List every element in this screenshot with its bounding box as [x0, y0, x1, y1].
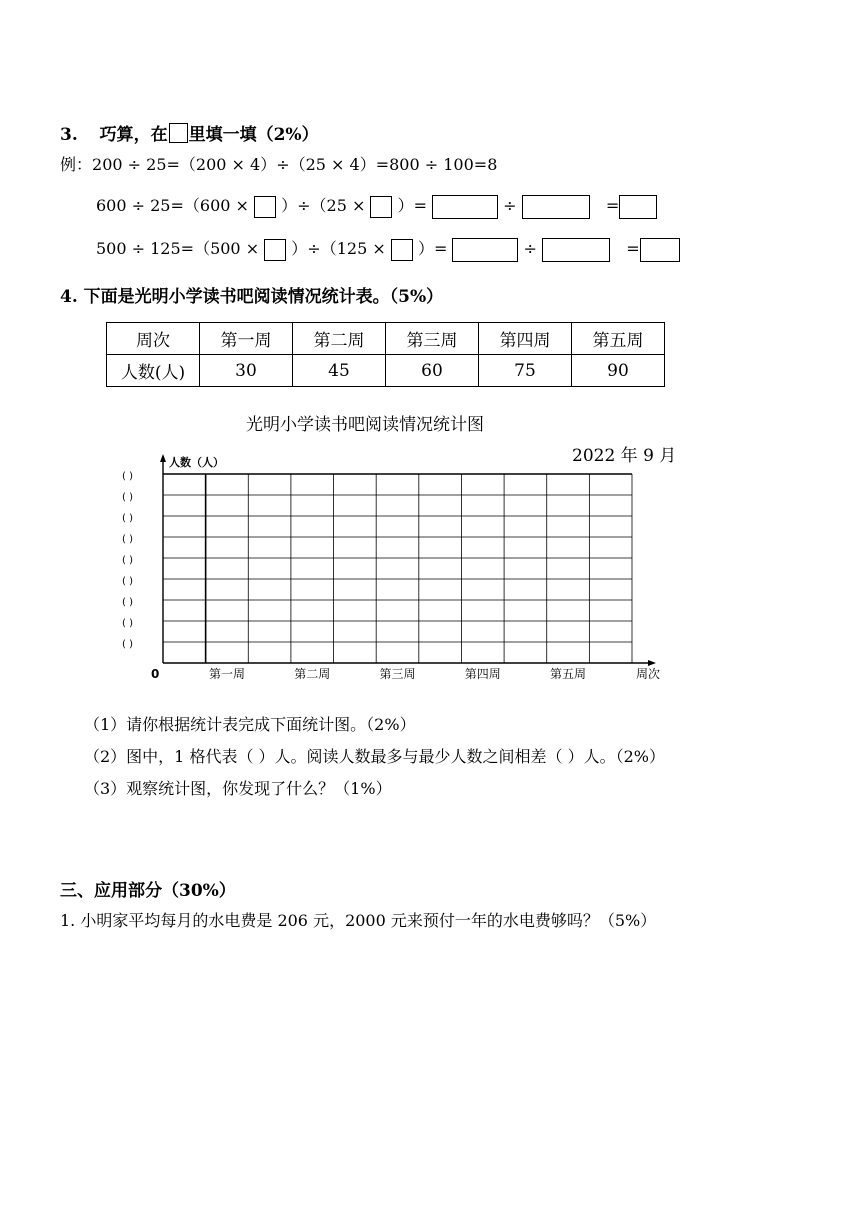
y-tick-label: ( ): [122, 597, 133, 608]
y-tick-label: ( ): [122, 576, 133, 587]
sub-question-2: （2）图中，1 格代表（ ）人。阅读人数最多与最少人数之间相差（ ）人。（2%）: [84, 747, 666, 766]
chart-title: 光明小学读书吧阅读情况统计图: [246, 415, 484, 435]
table-cell: 75: [479, 355, 572, 387]
q3-line2-start: 500 ÷ 125=（500 ×: [96, 239, 260, 258]
x-tick-label: 第三周: [379, 667, 416, 681]
y-tick-label: ( ): [122, 555, 133, 566]
sub-question-1: （1）请你根据统计表完成下面统计图。（2%）: [84, 715, 416, 734]
q3-line2-eq: =: [626, 239, 640, 258]
sub-question-3: （3）观察统计图，你发现了什么？（1%）: [84, 779, 392, 798]
x-tick-label: 第二周: [294, 667, 331, 681]
table-cell: 90: [572, 355, 665, 387]
x-axis-label: 周次: [636, 667, 661, 681]
x-tick-label: 第一周: [208, 667, 245, 681]
y-tick-label: ( ): [122, 639, 133, 650]
q3-line1-mid1: ）÷（25 ×: [281, 196, 366, 215]
q3-line1-eq: =: [605, 196, 620, 215]
table-header-cell: 第二周: [293, 323, 386, 355]
q3-line2-mid2: ）=: [417, 239, 448, 258]
q3-example-expr: 200 ÷ 25=（200 × 4）÷（25 × 4）=800 ÷ 100=8: [92, 155, 498, 174]
table-cell: 30: [200, 355, 293, 387]
x-tick-label: 第四周: [464, 667, 501, 681]
q3-line1-start: 600 ÷ 25=（600 ×: [96, 196, 249, 215]
table-cell: 45: [293, 355, 386, 387]
x-tick-label: 第五周: [550, 667, 587, 681]
table-row-label: 人数(人): [107, 355, 200, 387]
y-tick-label: ( ): [122, 534, 133, 545]
y-tick-label: ( ): [122, 492, 133, 503]
table-cell: 60: [386, 355, 479, 387]
table-header-cell: 第五周: [572, 323, 665, 355]
q3-line2-mid1: ）÷（125 ×: [291, 239, 386, 258]
q3-title-after: 里填一填（2%）: [188, 125, 319, 145]
chart-date: 2022 年 9 月: [572, 446, 677, 466]
q3-line1-mid2: ）=: [397, 196, 427, 215]
section-title: 三、应用部分（30%）: [60, 881, 236, 901]
x-axis-arrow-icon: [648, 660, 656, 666]
q4-title: 4. 下面是光明小学读书吧阅读情况统计表。（5%）: [60, 287, 444, 307]
table-header-cell: 第三周: [386, 323, 479, 355]
q3-number: 3.: [60, 125, 78, 145]
table-header-cell: 周次: [107, 323, 200, 355]
y-tick-label: ( ): [122, 471, 133, 482]
y-axis-label: 人数（人）: [169, 456, 224, 469]
table-header-cell: 第一周: [200, 323, 293, 355]
q3-line1-div: ÷: [503, 196, 517, 215]
y-tick-label: ( ): [122, 513, 133, 524]
q3-example-label: 例：: [60, 155, 93, 174]
origin-label: 0: [151, 667, 160, 681]
y-axis-arrow-icon: [160, 454, 166, 462]
table-header-cell: 第四周: [479, 323, 572, 355]
q3-line2-div: ÷: [523, 239, 537, 258]
q3-title-before: 巧算，在: [99, 125, 168, 145]
application-q1: 1. 小明家平均每月的水电费是 206 元，2000 元来预付一年的水电费够吗？（5%）: [60, 911, 657, 930]
y-tick-label: ( ): [122, 618, 133, 629]
